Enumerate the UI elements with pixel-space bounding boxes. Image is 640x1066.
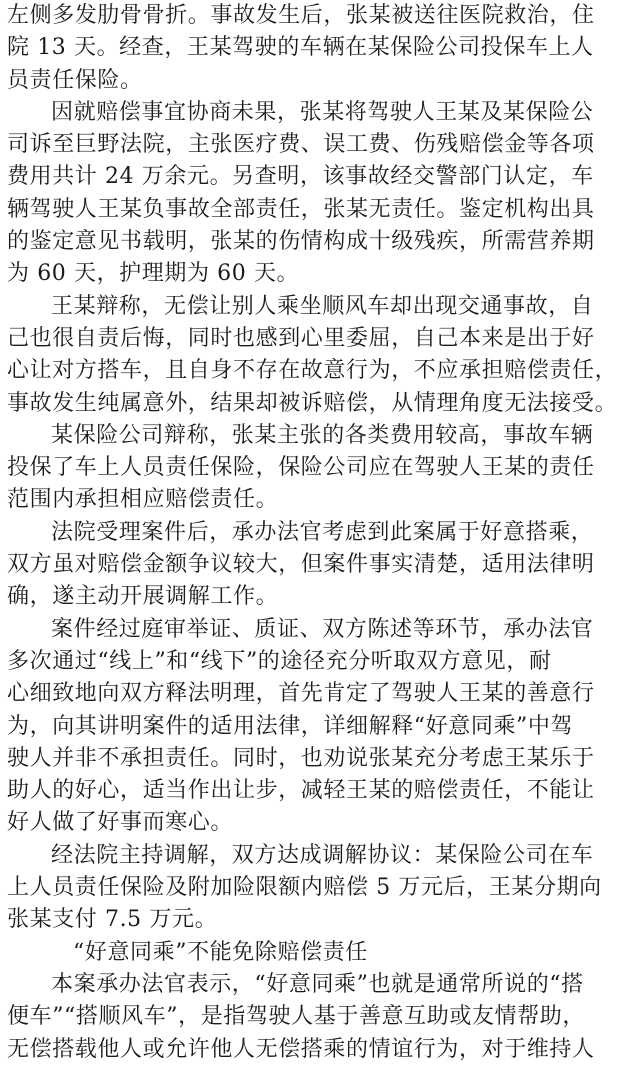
text-line: 员责任保险。 xyxy=(7,67,143,93)
text-line: 无偿搭载他人或允许他人无偿搭乘的情谊行为，对于维持人 xyxy=(7,1036,595,1062)
text-line: 左侧多发肋骨骨折。事故发生后，张某被送往医院救治，住 xyxy=(7,3,595,28)
text-line: 费用共计 24 万余元。另查明，该事故经交警部门认定，车 xyxy=(7,164,594,190)
text-line: 院 13 天。经查，王某驾驶的车辆在某保险公司投保车上人 xyxy=(7,35,594,61)
article-body xyxy=(7,0,631,1066)
text-line: 为，向其讲明案件的适用法律，详细解释“好意同乘”中驾 xyxy=(7,713,574,739)
text-line: 助人的好心，适当作出让步，减轻王某的赔偿责任，不能让 xyxy=(7,778,595,804)
text-line: 某保险公司辩称，张某主张的各类费用较高，事故车辆 xyxy=(51,422,594,448)
text-line: 事故发生纯属意外，结果却被诉赔偿，从情理角度无法接受。 xyxy=(7,390,618,416)
text-line: 心让对方搭车，且自身不存在故意行为，不应承担赔偿责任， xyxy=(7,358,618,384)
text-line: 的鉴定意见书载明，张某的伤情构成十级残疾，所需营养期 xyxy=(7,229,595,255)
text-line: 因就赔偿事宜协商未果，张某将驾驶人王某及某保险公 xyxy=(51,99,594,125)
text-line: 上人员责任保险及附加险限额内赔偿 5 万元后，王某分期向 xyxy=(7,875,602,901)
text-line: 王某辩称，无偿让别人乘坐顺风车却出现交通事故，自 xyxy=(51,293,594,319)
text-line: 心细致地向双方释法明理，首先肯定了驾驶人王某的善意行 xyxy=(7,681,595,707)
text-line: 确，遂主动开展调解工作。 xyxy=(7,584,279,610)
text-line: 本案承办法官表示，“好意同乘”也就是通常所说的“搭 xyxy=(51,971,584,997)
text-line: 经法院主持调解，双方达成调解协议：某保险公司在车 xyxy=(51,842,594,868)
text-line: 案件经过庭审举证、质证、双方陈述等环节，承办法官 xyxy=(51,616,594,642)
text-line: 投保了车上人员责任保险，保险公司应在驾驶人王某的责任 xyxy=(7,455,595,481)
text-line: 驶人并非不承担责任。同时，也劝说张某充分考虑王某乐于 xyxy=(7,745,595,771)
text-line: 辆驾驶人王某负事故全部责任，张某无责任。鉴定机构出具 xyxy=(7,196,595,222)
text-line: 为 60 天，护理期为 60 天。 xyxy=(7,261,300,287)
text-line: 张某支付 7.5 万元。 xyxy=(7,907,218,933)
section-heading: “好意同乘”不能免除赔偿责任 xyxy=(73,939,368,965)
text-line: 法院受理案件后，承办法官考虑到此案属于好意搭乘， xyxy=(51,519,594,545)
text-line: 司诉至巨野法院，主张医疗费、误工费、伤残赔偿金等各项 xyxy=(7,132,595,158)
text-line: 己也很自责后悔，同时也感到心里委屈，自己本来是出于好 xyxy=(7,325,595,351)
text-line: 便车”“搭顺风车”，是指驾驶人基于善意互助或友情帮助， xyxy=(7,1004,585,1030)
text-line: 双方虽对赔偿金额争议较大，但案件事实清楚，适用法律明 xyxy=(7,552,595,578)
text-line: 好人做了好事而寒心。 xyxy=(7,810,234,836)
text-line: 范围内承担相应赔偿责任。 xyxy=(7,487,279,513)
text-line: 多次通过“线上”和“线下”的途径充分听取双方意见，耐 xyxy=(7,648,552,674)
